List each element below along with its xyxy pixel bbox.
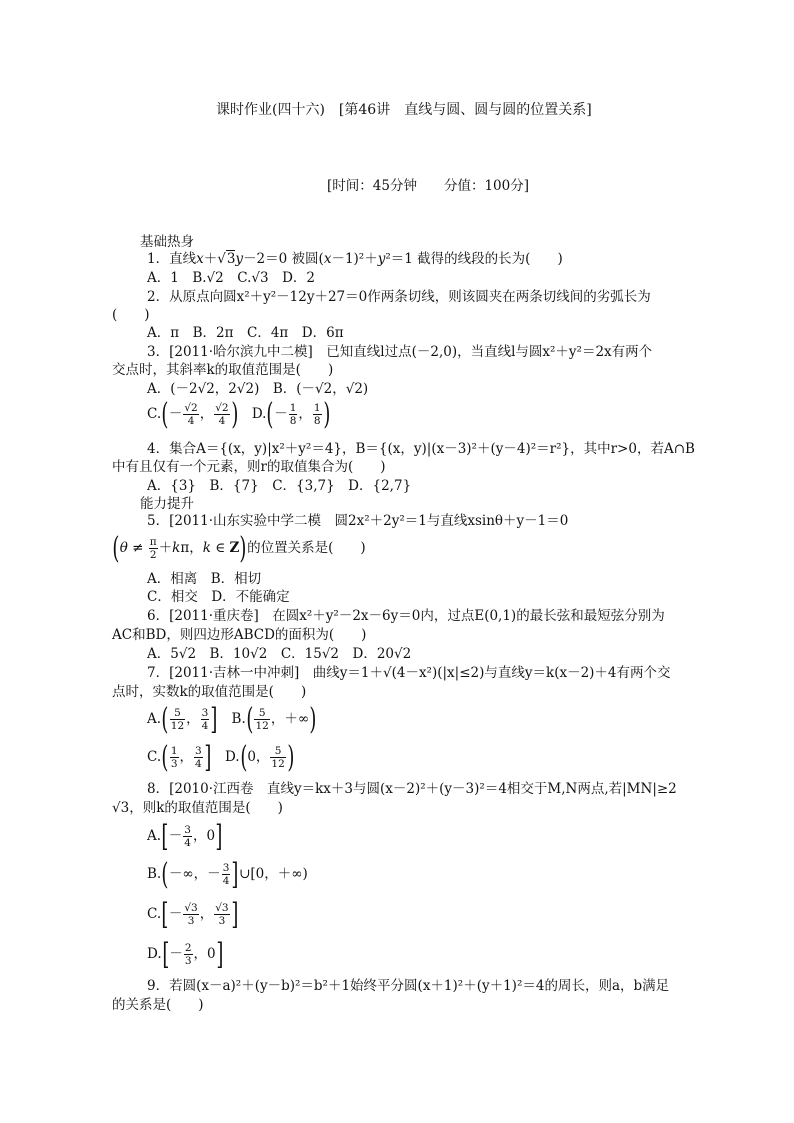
time-score-info: [时间：45分钟 分值：100分] (327, 178, 529, 194)
q3-options-ab: A．(－2√2，2√2) B．(－√2，√2) (147, 381, 369, 397)
q1-options: A．1 B.√2 C.√3 D．2 (147, 270, 315, 286)
section-basic: 基础热身 (140, 234, 194, 250)
q7-options-cd: C.( $\frac{1}{3}$ ， $\frac{3}{4}$ ] D.(0， $\frac{5}{12}$ ) (147, 739, 295, 775)
q5-options-cd: C．相交 D．不能确定 (147, 589, 290, 605)
section-advanced: 能力提升 (140, 496, 194, 512)
q3-options-cd: C.(－ $\frac{√2}{4}$ ， $\frac{√2}{4}$ ) D.(－ $\frac{1}{8}$ ， $\frac{1}{8}$ ) (147, 396, 330, 432)
q4-stem-line2: 中有且仅有一个元素，则r的取值集合为( ) (112, 459, 386, 475)
q5-stem-line2: (θ ≠ $\frac{\pi}{2}$ ＋kπ，k ∈ Z)的位置关系是( ) (112, 530, 366, 566)
q3-stem-line1: 3．[2011·哈尔滨九中二模] 已知直线l过点(－2,0)，当直线l与圆x²＋y²＝2x有两个 (147, 344, 653, 360)
q8-option-c: C.[－ $\frac{√3}{3}$ ， $\frac{√3}{3}$ ] (147, 896, 238, 932)
q2-stem-line1: 2．从原点向圆x²＋y²－12y＋27＝0作两条切线，则该圆夹在两条切线间的劣弧长为 (147, 289, 651, 305)
q9-stem-line1: 9．若圆(x－a)²＋(y－b)²＝b²＋1始终平分圆(x＋1)²＋(y＋1)²＝4的周长，则a，b满足 (147, 978, 670, 994)
q9-stem-line2: 的关系是( ) (112, 997, 204, 1013)
q7-stem-line1: 7．[2011·吉林一中冲刺] 曲线y＝1＋√(4－x²)(|x|≤2)与直线y＝k(x－2)＋4有两个交 (147, 665, 671, 681)
q5-stem-line1: 5．[2011·山东实验中学二模 圆2x²＋2y²＝1与直线xsinθ＋y－1＝0 (147, 513, 569, 529)
q1-stem: 1．直线x＋√3y－2＝0 被圆(x－1)²＋y²＝1 截得的线段的长为( ) (147, 251, 563, 267)
page-title: 课时作业(四十六) [第46讲 直线与圆、圆与圆的位置关系] (216, 102, 592, 118)
q7-stem-line2: 点时，实数k的取值范围是( ) (112, 684, 307, 700)
q6-stem-line2: AC和BD，则四边形ABCD的面积为( ) (112, 627, 367, 643)
q7-options-ab: A.( $\frac{5}{12}$ ， $\frac{3}{4}$ ] B.( $\frac{5}{12}$ ，＋∞) (147, 701, 317, 737)
q4-options: A．{3} B．{7} C．{3,7} D．{2,7} (147, 478, 412, 494)
q6-options: A．5√2 B．10√2 C．15√2 D．20√2 (147, 646, 412, 662)
q3-stem-line2: 交点时，其斜率k的取值范围是( ) (112, 362, 334, 378)
q8-option-a: A.[－ $\frac{3}{4}$ ，0] (147, 818, 223, 854)
q8-stem-line2: √3，则k的取值范围是( ) (112, 800, 283, 816)
q6-stem-line1: 6．[2011·重庆卷] 在圆x²＋y²－2x－6y＝0内，过点E(0,1)的最长弦和最短弦分别为 (147, 608, 665, 624)
q2-options: A．π B．2π C．4π D．6π (147, 325, 344, 341)
q4-stem-line1: 4．集合A＝{(x，y)|x²＋y²＝4}，B＝{(x，y)|(x－3)²＋(y－4)²＝r²}，其中r>0，若A∩B (147, 441, 695, 457)
q5-options-ab: A．相离 B．相切 (147, 571, 262, 587)
q8-option-b: B.(－∞，－ $\frac{3}{4}$ ]∪[0，＋∞) (147, 856, 308, 892)
q8-stem-line1: 8．[2010·江西卷 直线y＝kx＋3与圆(x－2)²＋(y－3)²＝4相交于M,N两点,若|MN|≥2 (147, 781, 677, 797)
q8-option-d: D.[－ $\frac{2}{3}$ ，0] (147, 936, 224, 972)
q2-stem-line2: ( ) (112, 307, 150, 323)
